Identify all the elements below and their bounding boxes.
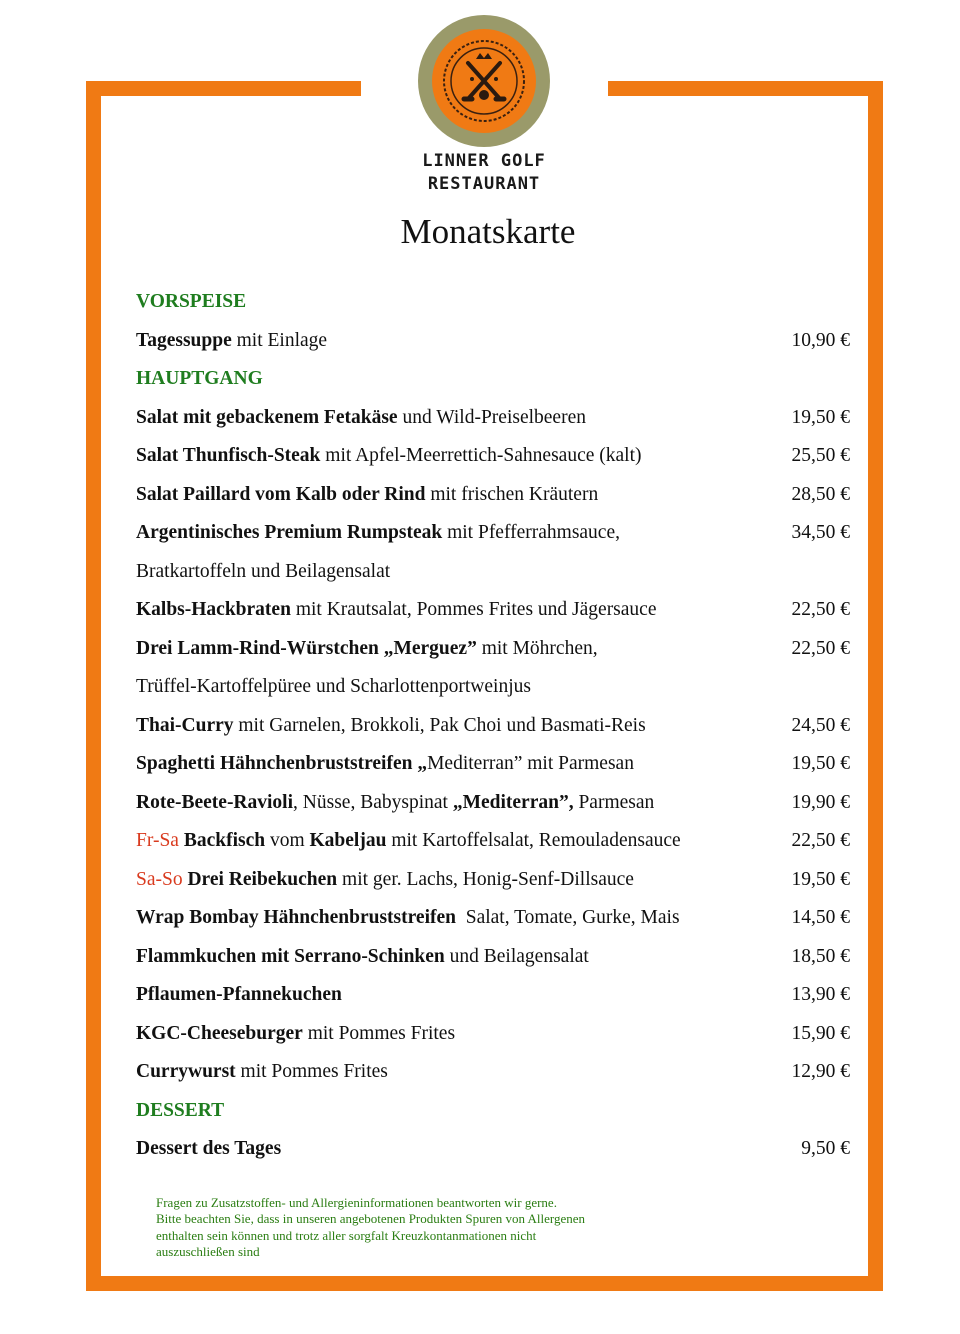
dish-desc: Mediterran” mit Parmesan bbox=[427, 753, 634, 774]
dish-desc: mit Garnelen, Brokkoli, Pak Choi und Basmati-Reis bbox=[233, 714, 646, 736]
menu-item bbox=[136, 822, 850, 861]
menu-item bbox=[136, 861, 850, 900]
dish-name: Spaghetti Hähnchenbruststreifen bbox=[136, 753, 413, 774]
allergen-note bbox=[156, 1195, 676, 1260]
menu-item-continued bbox=[136, 553, 850, 592]
dish-name: Flammkuchen mit Serrano-Schinken bbox=[136, 945, 445, 967]
dish-desc: und Wild-Preiselbeeren bbox=[397, 406, 586, 428]
dish-name: Currywurst bbox=[136, 1061, 236, 1082]
dish-name-2: „Mediterran”, bbox=[452, 791, 574, 813]
dish-price: 24,50 € bbox=[791, 714, 850, 736]
section-heading bbox=[136, 283, 850, 322]
dish-price: 14,50 € bbox=[791, 907, 850, 928]
dish-price: 19,90 € bbox=[791, 791, 850, 813]
dish-name: Drei Lamm-Rind-Würstchen „Merguez” bbox=[136, 637, 477, 659]
menu-item bbox=[136, 1053, 850, 1092]
dish-price: 12,90 € bbox=[791, 1061, 850, 1082]
menu-item bbox=[136, 514, 850, 553]
dish-price: 22,50 € bbox=[791, 830, 850, 851]
dish-desc: Salat, Tomate, Gurke, Mais bbox=[455, 907, 680, 928]
dish-desc: mit Krautsalat, Pommes Frites und Jägersauce bbox=[290, 599, 657, 620]
menu-item-continued bbox=[136, 668, 850, 707]
menu-list bbox=[136, 283, 850, 1169]
dish-name-quote: „ bbox=[412, 753, 428, 774]
dish-name: Drei Reibekuchen bbox=[182, 868, 338, 890]
section-heading bbox=[136, 360, 850, 399]
dish-name: Salat Thunfisch-Steak bbox=[136, 445, 321, 466]
dish-price: 10,90 € bbox=[791, 329, 850, 351]
brand-line-1: LINNER GOLF bbox=[422, 151, 546, 171]
dish-name: Thai-Curry bbox=[136, 714, 234, 736]
dish-price: 25,50 € bbox=[791, 445, 850, 466]
dish-desc-2: Parmesan bbox=[573, 791, 655, 813]
menu-item bbox=[136, 630, 850, 669]
dish-desc: mit ger. Lachs, Honig-Senf-Dillsauce bbox=[337, 868, 634, 890]
dish-desc: vom bbox=[265, 830, 310, 851]
dish-name: Rote-Beete-Ravioli bbox=[136, 791, 294, 813]
dish-name: Tagessuppe bbox=[136, 329, 232, 351]
section-dessert: DESSERT bbox=[136, 1099, 225, 1121]
dish-price: 19,50 € bbox=[791, 753, 850, 774]
menu-item bbox=[136, 745, 850, 784]
dish-price: 22,50 € bbox=[791, 599, 850, 620]
menu-item bbox=[136, 976, 850, 1015]
dish-desc: mit Pommes Frites bbox=[235, 1061, 388, 1082]
dish-desc: , Nüsse, Babyspinat bbox=[293, 791, 453, 813]
menu-item bbox=[136, 476, 850, 515]
section-vorspeise: VORSPEISE bbox=[136, 291, 247, 312]
dish-name: Salat mit gebackenem Fetakäse bbox=[136, 406, 398, 428]
allergen-note-line: auszuschließen sind bbox=[156, 1243, 260, 1259]
dish-desc: mit Einlage bbox=[231, 329, 328, 351]
dish-price: 13,90 € bbox=[791, 984, 850, 1005]
dish-name: Dessert des Tages bbox=[136, 1138, 282, 1159]
menu-item bbox=[136, 437, 850, 476]
dish-price: 28,50 € bbox=[791, 483, 850, 505]
dish-desc-cont: Bratkartoffeln und Beilagensalat bbox=[136, 560, 391, 582]
section-heading bbox=[136, 1092, 850, 1131]
menu-item bbox=[136, 1015, 850, 1054]
brand-line-2: RESTAURANT bbox=[427, 174, 541, 194]
dish-desc: mit Pommes Frites bbox=[302, 1022, 456, 1044]
menu-item bbox=[136, 938, 850, 977]
menu-item bbox=[136, 591, 850, 630]
dish-price: 22,50 € bbox=[791, 637, 850, 659]
menu-item bbox=[136, 899, 850, 938]
dish-name-2: Kabeljau bbox=[309, 830, 387, 851]
dish-desc: mit frischen Kräutern bbox=[425, 483, 599, 505]
dish-price: 9,50 € bbox=[801, 1138, 850, 1159]
dish-name: Salat Paillard vom Kalb oder Rind bbox=[136, 483, 426, 505]
allergen-note-line: Fragen zu Zusatzstoffen- und Allergieninformationen beantworten wir gerne. bbox=[156, 1195, 557, 1210]
dish-price: 19,50 € bbox=[791, 868, 850, 890]
dish-price: 18,50 € bbox=[791, 945, 850, 967]
dish-price: 19,50 € bbox=[791, 406, 850, 428]
dish-desc: mit Apfel-Meerrettich-Sahnesauce (kalt) bbox=[320, 445, 642, 466]
allergen-note-line: enthalten sein können und trotz aller sorgfalt Kreuzkontanmationen nicht bbox=[156, 1227, 537, 1243]
dish-desc: mit Möhrchen, bbox=[476, 637, 598, 659]
day-tag: Sa-So bbox=[136, 868, 183, 890]
dish-name: Kalbs-Hackbraten bbox=[136, 599, 291, 620]
brand-name bbox=[380, 150, 588, 196]
dish-name: Pflaumen-Pfannekuchen bbox=[136, 984, 342, 1005]
dish-desc: und Beilagensalat bbox=[444, 945, 589, 967]
menu-item bbox=[136, 322, 850, 361]
allergen-note-line: Bitte beachten Sie, dass in unseren angebotenen Produkten Spuren von Allergenen bbox=[156, 1211, 586, 1227]
dish-price: 34,50 € bbox=[791, 522, 850, 543]
dish-name: Backfisch bbox=[178, 830, 266, 851]
page-title: Monatskarte bbox=[400, 212, 576, 251]
day-tag: Fr-Sa bbox=[136, 830, 179, 851]
menu-item bbox=[136, 707, 850, 746]
dish-desc-2: mit Kartoffelsalat, Remouladensauce bbox=[386, 830, 681, 851]
dish-name: Argentinisches Premium Rumpsteak bbox=[136, 522, 443, 543]
dish-name: KGC-Cheeseburger bbox=[136, 1022, 303, 1044]
dish-desc: mit Pfefferrahmsauce, bbox=[442, 522, 620, 543]
menu-item bbox=[136, 399, 850, 438]
dish-price: 15,90 € bbox=[791, 1022, 850, 1044]
menu-item bbox=[136, 1130, 850, 1169]
section-hauptgang: HAUPTGANG bbox=[136, 368, 263, 389]
golf-logo-icon bbox=[418, 15, 550, 147]
menu-item bbox=[136, 784, 850, 823]
dish-desc-cont: Trüffel-Kartoffelpüree und Scharlottenportweinjus bbox=[136, 676, 531, 697]
dish-name: Wrap Bombay Hähnchenbruststreifen bbox=[136, 907, 456, 928]
